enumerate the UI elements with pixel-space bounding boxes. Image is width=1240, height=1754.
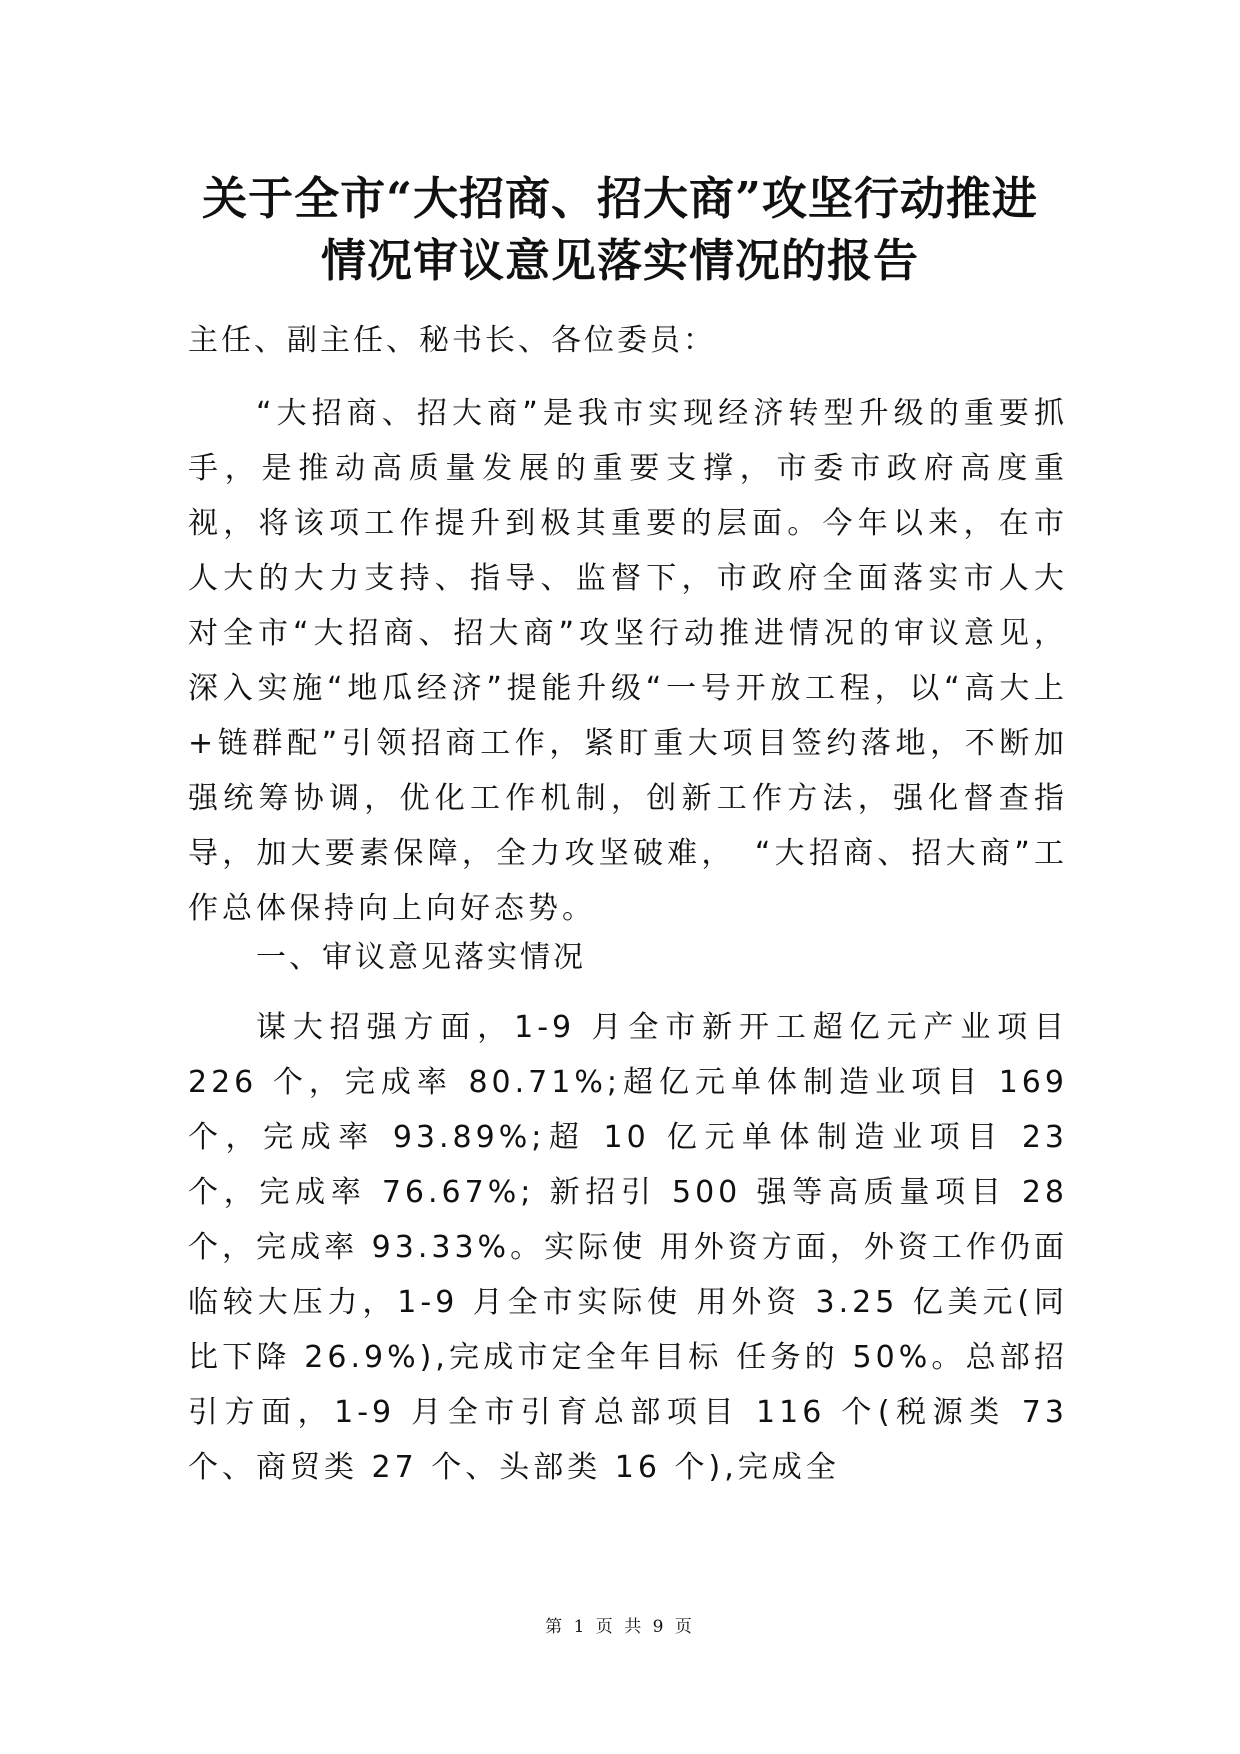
title-line-2: 情况审议意见落实情况的报告 xyxy=(320,234,919,287)
section-heading: 一、审议意见落实情况 xyxy=(256,940,586,975)
salutation: 主任、副主任、秘书长、各位委员： xyxy=(188,323,716,358)
page-number-footer: 第 1 页 共 9 页 xyxy=(545,1617,695,1637)
title-line-1: 关于全市“大招商、招大商”攻坚行动推进 xyxy=(202,172,1038,225)
paragraph-intro: “大招商、招大商”是我市实现经济转型升级的重要抓手，是推动高质量发展的重要支撑，市委市政府高度重视，将该项工作提升到极其重要的层面。今年以来，在市人大的大力支持、指导、监督下，市政府全面落实市人大对全市“大招商、招大商”攻坚行动推进情况的审议意见，深入实施“地瓜经济”提能升级“一号开放工程，以“高大上+链群配”引领招商工作，紧盯重大项目签约落地，不断加强统筹协调，优化工作机制，创新工作方法，强化督查指导，加大要素保障，全力攻坚破难， “大招商、招大商”工作总体保持向上向好态势。 xyxy=(188,396,1068,926)
paragraph-progress: 谋大招强方面，1-9 月全市新开工超亿元产业项目 226 个，完成率 80.71%;超亿元单体制造业项目 169 个，完成率 93.89%;超 10 亿元单体制造业项目 23 个，完成率 76.67%; 新招引 500 强等高质量项目 28 个，完成率 93.33%。实际使 用外资方面，外资工作仍面临较大压力，1-9 月全市实际使 用外资 3.25 亿美元(同比下降 26.9%),完成市定全年目标 任务的 50%。总部招引方面，1-9 月全市引育总部项目 116 个(税源类 73 个、商贸类 27 个、头部类 16 个),完成全 xyxy=(188,1010,1068,1485)
document-title xyxy=(100,168,1140,292)
